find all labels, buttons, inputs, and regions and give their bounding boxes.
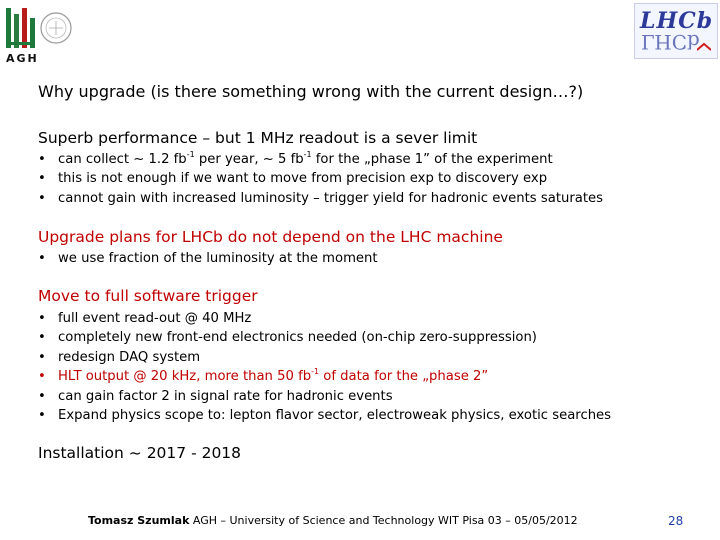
section-heading-software-trigger: Move to full software trigger <box>38 287 258 305</box>
bullet-icon: • <box>38 388 46 404</box>
page-number: 28 <box>668 514 684 528</box>
lhcb-logo-reflection: LHCb <box>641 30 700 54</box>
bullet-list-upgrade-plans <box>38 249 378 268</box>
list-item: • can collect ~ 1.2 $fb^{-1}$ per year, ~ 5 $fb^{-1}$ for the „phase 1” of the experiment <box>38 150 603 169</box>
bullet-list-software-trigger <box>38 309 611 425</box>
bullet-icon: • <box>38 152 46 167</box>
footer-affiliation: AGH – University of Science and Technology WIT Pisa 03 – 05/05/2012 <box>192 514 578 527</box>
section-heading-performance: Superb performance – but 1 MHz readout is a sever limit <box>38 129 478 147</box>
footer-author: Tomasz Szumlak <box>88 514 190 527</box>
list-item: • redesign DAQ system <box>38 348 611 367</box>
list-item: • cannot gain with increased luminosity – trigger yield for hadronic events saturates <box>38 189 603 208</box>
lhcb-accent-icon <box>697 42 711 52</box>
list-item: • completely new front-end electronics needed (on-chip zero-suppression) <box>38 328 611 347</box>
list-item: • HLT output @ 20 kHz, more than 50 $fb^{-1}$ of data for the „phase 2” <box>38 367 611 386</box>
installation-note: Installation ~ 2017 - 2018 <box>38 444 242 462</box>
bullet-icon: • <box>38 408 46 424</box>
section-heading-upgrade-plans: Upgrade plans for LHCb do not depend on the LHC machine <box>38 228 503 246</box>
list-item: • can gain factor 2 in signal rate for hadronic events <box>38 387 611 406</box>
list-item: • full event read-out @ 40 MHz <box>38 309 611 328</box>
list-item: • Expand physics scope to: lepton flavor sector, electroweak physics, exotic searches <box>38 406 611 425</box>
bullet-icon: • <box>38 171 46 187</box>
bullet-icon: • <box>38 330 46 346</box>
bullet-icon: • <box>38 311 46 326</box>
footer <box>88 514 578 527</box>
bullet-list-performance <box>38 150 603 208</box>
list-item: • we use fraction of the luminosity at the moment <box>38 249 378 268</box>
list-item: • this is not enough if we want to move from precision exp to discovery exp <box>38 169 603 188</box>
lhcb-logo <box>634 3 718 59</box>
lhcb-logo-text: LHCb <box>640 8 714 34</box>
agh-logo-text: AGH <box>6 52 39 65</box>
bullet-icon: • <box>38 369 46 385</box>
bullet-icon: • <box>38 251 46 266</box>
seal-icon <box>38 10 74 46</box>
bullet-icon: • <box>38 190 46 206</box>
bullet-icon: • <box>38 349 46 365</box>
slide-title: Why upgrade (is there something wrong with the current design…?) <box>38 82 584 101</box>
